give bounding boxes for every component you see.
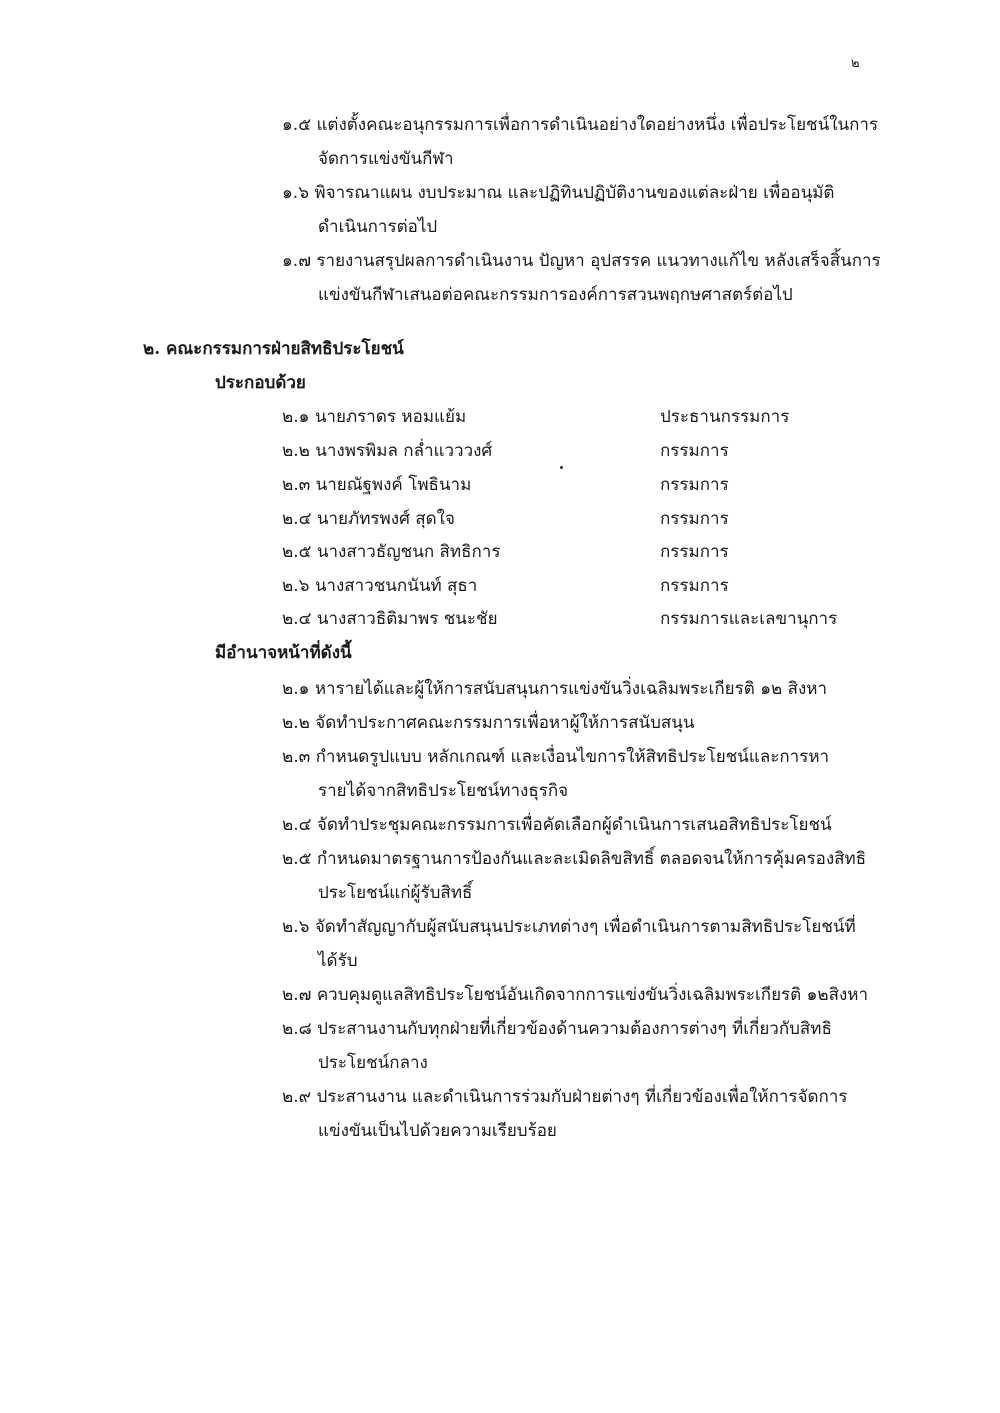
- duty-number: ๒.๙: [282, 1087, 312, 1107]
- item-text: แต่งตั้งคณะอนุกรรมการเพื่อการดำเนินอย่างใดอย่างหนึ่ง เพื่อประโยชน์ในการ: [316, 115, 879, 135]
- duty-item: [282, 984, 868, 1006]
- member-number: ๒.๖: [282, 576, 310, 596]
- item-number: ๑.๗: [282, 251, 311, 271]
- member-number: ๒.๔: [282, 509, 312, 529]
- duty-text-continued: รายได้จากสิทธิประโยชน์ทางธุรกิจ: [318, 781, 569, 801]
- duty-item: [282, 916, 856, 938]
- list-item: [282, 114, 878, 136]
- duty-number: ๒.๗: [282, 985, 312, 1005]
- member-number: ๒.๓: [282, 475, 311, 495]
- duty-text-continued: ประโยชน์แก่ผู้รับสิทธิ์: [318, 883, 473, 903]
- member-name: นางสาวธัญชนก สิทธิการ: [316, 542, 501, 562]
- member-row: [282, 474, 471, 496]
- member-role: กรรมการ: [660, 542, 729, 562]
- duty-text: หารายได้และผู้ให้การสนับสนุนการแข่งขันวิ่งเฉลิมพระเกียรติ ๑๒ สิงหา: [314, 679, 828, 699]
- duty-text: ประสานงานกับทุกฝ่ายที่เกี่ยวข้องด้านความต้องการต่างๆ ที่เกี่ยวกับสิทธิ: [317, 1019, 832, 1039]
- page-number: ๒: [851, 56, 860, 71]
- member-role: กรรมการ: [660, 441, 729, 461]
- duty-number: ๒.๖: [282, 917, 310, 937]
- member-name: นางพรพิมล กล่ำแวววงศ์: [315, 441, 493, 461]
- duty-number: ๒.๕: [282, 849, 312, 869]
- duty-number: ๒.๒: [282, 713, 310, 733]
- item-text: รายงานสรุปผลการดำเนินงาน ปัญหา อุปสรรค แนวทางแก้ไข หลังเสร็จสิ้นการ: [316, 251, 881, 271]
- duty-number: ๒.๔: [282, 815, 312, 835]
- duty-number: ๒.๓: [282, 747, 311, 767]
- member-row: [282, 440, 492, 462]
- member-role: กรรมการ: [660, 509, 729, 529]
- member-role: กรรมการ: [660, 475, 729, 495]
- member-row: [282, 541, 500, 563]
- item-text-continued: ดำเนินการต่อไป: [318, 217, 438, 237]
- duty-text: จัดทำประกาศคณะกรรมการเพื่อหาผู้ให้การสนับสนุน: [315, 713, 695, 733]
- member-role: กรรมการและเลขานุการ: [660, 609, 838, 629]
- item-text-continued: แข่งขันกีฬาเสนอต่อคณะกรรมการองค์การสวนพฤกษศาสตร์ต่อไป: [318, 285, 793, 305]
- item-text-continued: จัดการแข่งขันกีฬา: [318, 149, 454, 169]
- duty-item: [282, 814, 832, 836]
- item-text: พิจารณาแผน งบประมาณ และปฏิทินปฏิบัติงานของแต่ละฝ่าย เพื่ออนุมัติ: [314, 183, 835, 203]
- duty-text-continued: แข่งขันเป็นไปด้วยความเรียบร้อย: [318, 1121, 557, 1141]
- duty-text: จัดทำสัญญากับผู้สนับสนุนประเภทต่างๆ เพื่อดำเนินการตามสิทธิประโยชน์ที่: [314, 917, 856, 937]
- member-role: กรรมการ: [660, 576, 729, 596]
- duty-text: ควบคุมดูแลสิทธิประโยชน์อันเกิดจากการแข่งขันวิ่งเฉลิมพระเกียรติ ๑๒สิงหา: [316, 985, 869, 1005]
- duty-text: กำหนดรูปแบบ หลักเกณฑ์ และเงื่อนไขการให้สิทธิประโยชน์และการหา: [315, 747, 830, 767]
- duty-text: จัดทำประชุมคณะกรรมการเพื่อคัดเลือกผู้ดำเนินการเสนอสิทธิประโยชน์: [316, 815, 832, 835]
- member-row: [282, 508, 455, 530]
- member-name: นายณัฐพงค์ โพธินาม: [315, 475, 472, 495]
- subheading-composed-of: ประกอบด้วย: [215, 373, 306, 393]
- member-number: ๒.๑: [282, 407, 310, 427]
- duty-item: [282, 746, 829, 768]
- duty-item: [282, 678, 827, 700]
- member-row: [282, 575, 477, 597]
- duty-number: ๒.๑: [282, 679, 310, 699]
- member-row: [282, 608, 498, 630]
- duty-number: ๒.๘: [282, 1019, 312, 1039]
- duty-text-continued: ได้รับ: [318, 951, 358, 971]
- item-number: ๑.๕: [282, 115, 312, 135]
- subheading-duties: มีอำนาจหน้าที่ดังนี้: [215, 643, 352, 663]
- member-row: [282, 406, 466, 428]
- duty-text: ประสานงาน และดำเนินการร่วมกับฝ่ายต่างๆ ที่เกี่ยวข้องเพื่อให้การจัดการ: [316, 1087, 848, 1107]
- member-number: ๒.๕: [282, 542, 312, 562]
- stray-dot: [560, 466, 563, 469]
- member-name: นายภราดร หอมแย้ม: [314, 407, 467, 427]
- duty-item: [282, 1086, 848, 1108]
- member-number: ๒.๒: [282, 441, 310, 461]
- duty-item: [282, 848, 866, 870]
- duty-text: กำหนดมาตรฐานการป้องกันและละเมิดลิขสิทธิ์ ตลอดจนให้การคุ้มครองสิทธิ: [316, 849, 867, 869]
- member-name: นางสาวชนกนันท์ สุธา: [314, 576, 478, 596]
- list-item: [282, 182, 834, 204]
- member-role: ประธานกรรมการ: [660, 407, 790, 427]
- duty-item: [282, 1018, 832, 1040]
- list-item: [282, 250, 881, 272]
- item-number: ๑.๖: [282, 183, 309, 203]
- member-name: นายภัทรพงศ์ สุดใจ: [316, 509, 455, 529]
- duty-text-continued: ประโยชน์กลาง: [318, 1053, 428, 1073]
- member-name: นางสาวธิติมาพร ชนะชัย: [316, 609, 498, 629]
- member-number: ๒.๔: [282, 609, 312, 629]
- duty-item: [282, 712, 695, 734]
- section-heading: ๒. คณะกรรมการฝ่ายสิทธิประโยชน์: [143, 339, 404, 359]
